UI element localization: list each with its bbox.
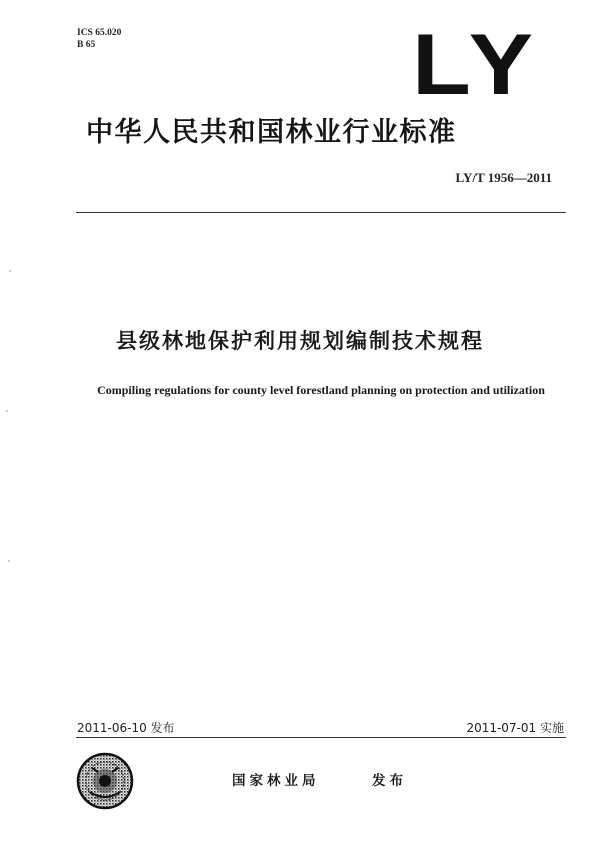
scan-speck: [9, 270, 11, 272]
publish-label: 发布: [372, 773, 407, 789]
ly-logo: LY: [412, 17, 540, 113]
issue-date: 2011-06-10 发布: [77, 721, 175, 735]
ics-code: ICS 65.020: [77, 28, 122, 38]
implementation-date: 2011-07-01 实施: [466, 721, 564, 735]
scan-speck: [8, 560, 10, 562]
publisher-name: 国家林业局: [232, 773, 320, 789]
document-title-english: Compiling regulations for county level forestland planning on protection and utilization: [97, 383, 545, 397]
footer-divider: [76, 737, 566, 738]
scan-speck: [6, 410, 8, 412]
ccs-code: B 65: [77, 39, 96, 50]
document-title-chinese: 县级林地保护利用规划编制技术规程: [116, 329, 484, 353]
classification-codes: [77, 28, 121, 51]
publisher-seal-icon: [76, 752, 134, 810]
standard-category-title: 中华人民共和国林业行业标准: [86, 117, 457, 148]
standard-code: LY/T 1956—2011: [455, 170, 552, 185]
header-divider: [76, 212, 566, 213]
